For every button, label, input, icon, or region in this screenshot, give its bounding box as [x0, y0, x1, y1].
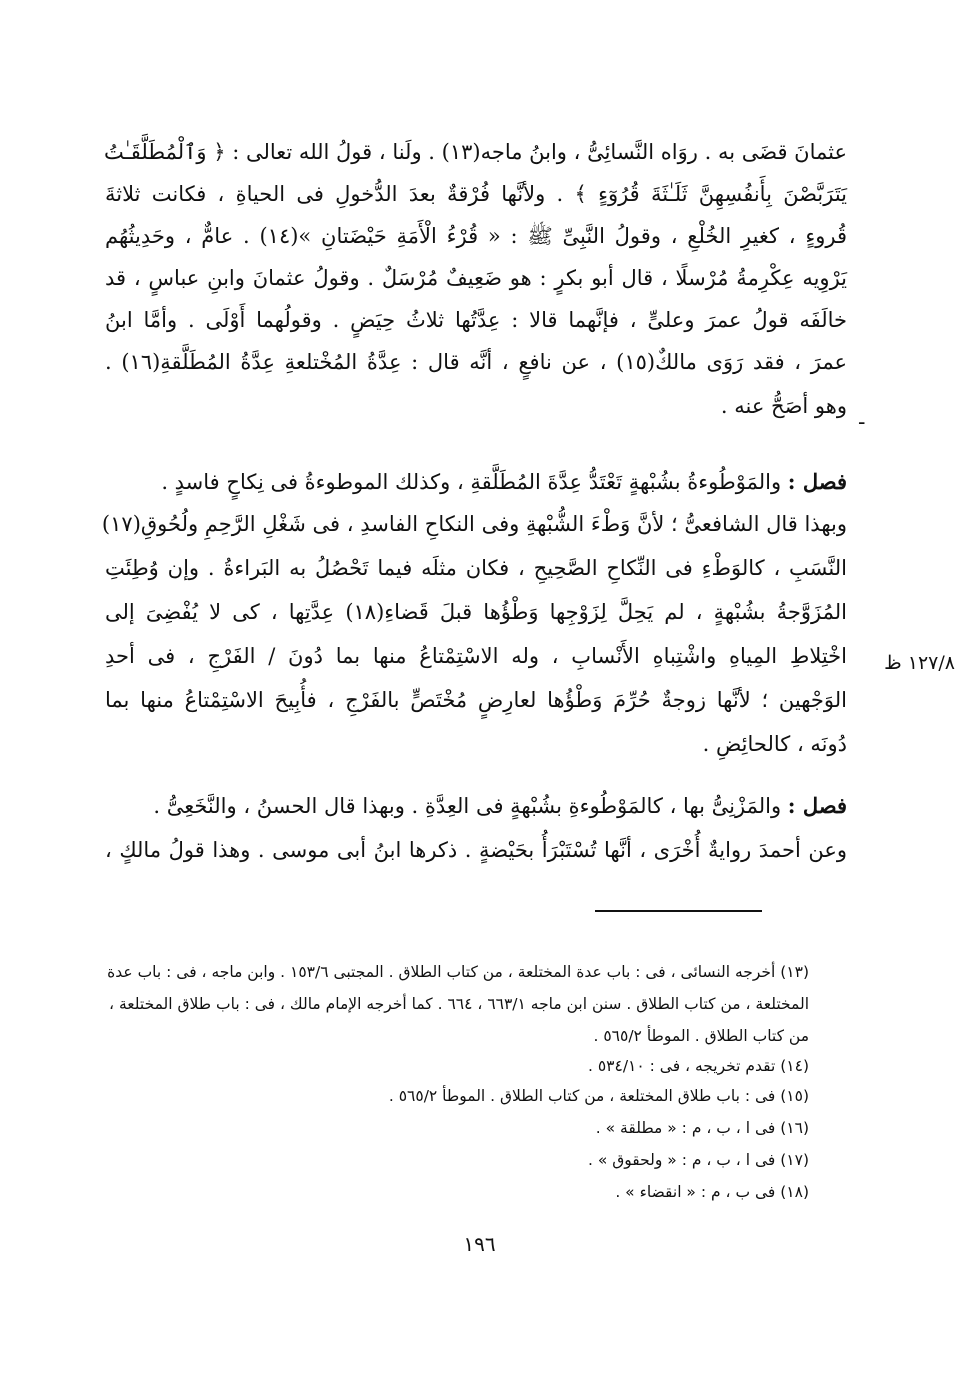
section-1-line-5: اخْتِلاطِ المِياهِ واشْتِباهِ الأَنْسابِ ، وله الاسْتِمْتاعُ منها بما دُونَ / الفَرْجِ ، فى أحدِ — [105, 644, 847, 668]
folio-margin-note: ١٢٧/٨ ظ — [884, 652, 955, 674]
footnote-17: (١٧) فى ا ، ب ، م : « ولحقوق » . — [588, 1151, 809, 1169]
section-1-line-2: وبهذا قال الشافعىُّ ؛ لأنَّ وَطْءَ الشُّبْهةِ وفى النكاحِ الفاسدِ ، فى شَغْلِ الرَّحِمِ ولُحُوقِ(١٧) — [101, 512, 847, 536]
footnote-separator — [595, 910, 762, 912]
body-line-3: قُروءٍ ، كغيرِ الخُلْعِ ، وقولُ النَّبِىِّ ﷺ : « قُرْءُ الْأَمَةِ حَيْضَتانِ »(١٤) . عامٌّ ، وحَدِيثُهُم — [105, 224, 848, 248]
body-line-5: خالَفَه قولُ عمرَ وعلىٍّ ، فإنَّهما قالا : عِدَّتُها ثلاثُ حِيَضٍ . وقولُهما أَوْلَى . وأمَّا ابنُ — [105, 308, 847, 332]
section-1-line-7: دُونَه ، كالحائِضِ . — [702, 732, 847, 756]
section-1-label: فصل : — [787, 469, 847, 494]
body-line-7: وهو أصَحُّ عنه . — [720, 394, 847, 418]
page-number: ١٩٦ — [463, 1232, 496, 1256]
section-2-line-1-text: والمَزْنِىُّ بها ، كالمَوْطُوءةِ بشُبْهةٍ فى العِدَّةِ . وبهذا قال الحسنُ ، والنَّخَعِىُّ . — [153, 794, 782, 818]
footnote-16: (١٦) فى ا ، ب ، م : « مطلقة » . — [595, 1119, 809, 1137]
body-line-1: عثمانَ قضَى به . روَاه النَّسائِىُّ ، وابنُ ماجه(١٣) . ولَنا ، قولُ الله تعالى : ﴿ وَٱلْمُطَلَّقَـٰتُ — [104, 140, 847, 164]
section-1-line-3: النَّسَبِ ، كالوَطْءِ فى النِّكاحِ الصَّحِيحِ ، فكان مثلَه فيما تَحْصُلُ به البَراءةُ . وإن وُطِئَتِ — [105, 556, 847, 580]
footnote-13-line-1: (١٣) أخرجه النسائى ، فى : باب عدة المختلعة ، من كتاب الطلاق . المجتبى ١٥٣/٦ . وابن ماجه ، فى : باب عدة — [107, 963, 809, 981]
section-1-line-1-text: والمَوْطُوءةُ بشُبْهةٍ تَعْتَدُّ عِدَّةَ المُطَلَّقةِ ، وكذلك الموطوءةُ فى نِكاحٍ فاسدٍ . — [161, 470, 782, 494]
margin-dash-mark: - — [858, 410, 866, 435]
footnote-18: (١٨) فى ب ، م : « انقضاء » . — [615, 1183, 809, 1201]
body-line-2: يَتَرَبَّصْنَ بِأَنفُسِهِنَّ ثَلَـٰثَةَ قُرُوٓءٍ ﴾ . ولأنَّها فُرْقةٌ بعدَ الدُّخولِ فى الحياةِ ، فكانت ثلاثةَ — [105, 182, 847, 206]
section-2-line-1 — [105, 786, 847, 826]
section-1-line-1 — [105, 462, 847, 502]
footnote-13-line-3: من كتاب الطلاق . الموطأ ٥٦٥/٢ . — [593, 1027, 809, 1045]
footnote-13-line-2: المختلعة ، من كتاب الطلاق . سنن ابن ماجه ٦٦٣/١ ، ٦٦٤ . كما أخرجه الإمام مالك ، فى : باب طلاق المختلعة ، — [109, 995, 809, 1013]
footnote-15: (١٥) فى : باب طلاق المختلعة ، من كتاب الطلاق . الموطأ ٥٦٥/٢ . — [388, 1087, 809, 1105]
section-1-line-4: المُزَوَّجةُ بشُبْهةٍ ، لم يَحِلَّ لِزَوْجِها وَطْؤُها قبلَ قَضاءِ(١٨) عِدَّتِها ، كى لا يُفْضِىَ إلى — [105, 600, 847, 624]
section-1-line-6: الوَجْهين ؛ لأنَّها زوجةٌ حُرِّمَ وَطْؤُها لعارِضٍ مُخْتَصٍّ بالفَرْجِ ، فأُبِيحَ الاسْتِمْتاعُ منها بما — [105, 688, 847, 712]
section-2-label: فصل : — [787, 793, 847, 818]
body-line-4: يَرْوِيه عِكْرِمةُ مُرْسلًا ، قال أبو بكرٍ : هو ضَعِيفٌ مُرْسَلٌ . وقولُ عثمانَ وابنِ عباسٍ ، قد — [105, 266, 847, 290]
section-2-line-2: وعن أحمدَ روايةٌ أُخْرَى ، أنَّها تُسْتَبْرَأُ بحَيْضةٍ . ذكرها ابنُ أبى موسى . وهذا قولُ مالكٍ ، — [105, 838, 847, 862]
body-line-6: عمرَ ، فقد رَوَى مالكٌ(١٥) ، عن نافعٍ ، أنَّه قال : عِدَّةُ المُخْتلعةِ عِدَّةُ المُطَلَّقةِ(١٦) . — [105, 350, 847, 374]
footnote-14: (١٤) تقدم تخريجه ، فى : ٥٣٤/١٠ . — [588, 1057, 809, 1075]
